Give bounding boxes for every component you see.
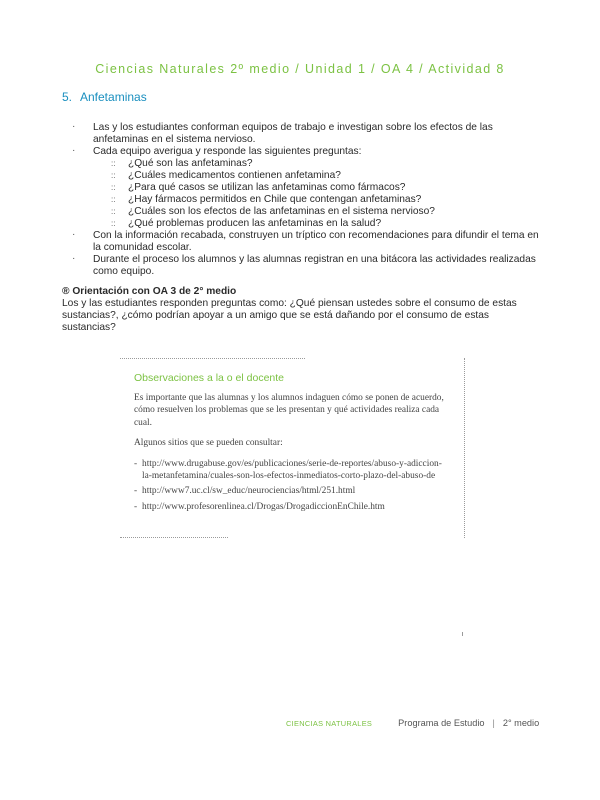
question-item: :: ¿Para qué casos se utilizan las anfetaminas como fármacos? xyxy=(93,182,540,194)
question-item: :: ¿Hay fármacos permitidos en Chile que contengan anfetaminas? xyxy=(93,194,540,206)
steps-list xyxy=(62,122,540,278)
step-item xyxy=(62,254,540,278)
links-list xyxy=(134,458,450,514)
box-bottom-divider xyxy=(120,537,228,538)
box-top-divider xyxy=(120,358,305,359)
step-text: Las y los estudiantes conforman equipos de trabajo e investigan sobre los efectos de las anfetaminas en el sistema nervioso. xyxy=(93,122,493,145)
step-item xyxy=(62,122,540,146)
teacher-notes-paragraph: Es importante que las alumnas y los alumnos indaguen cómo se ponen de acuerdo, cómo resuelven los problemas que se les presentan y qué actividades realiza cada cual. xyxy=(134,393,444,428)
resource-link[interactable]: - http://www.drugabuse.gov/es/publicaciones/serie-de-reportes/abuso-y-adiccion-la-metanfetamina/cuales-son-los-efectos-inmediatos-corto-plazo-del-abuso-de xyxy=(134,458,450,483)
orientation-text: Los y las estudiantes responden preguntas como: ¿Qué piensan ustedes sobre el consumo de estas sustancias?, ¿cómo podrían apoyar a un amigo que se está dañando por el consumo de estas sustancias? xyxy=(62,298,517,333)
page-footer xyxy=(286,718,539,728)
teacher-notes-body xyxy=(134,392,450,516)
section-title: Anfetaminas xyxy=(80,90,147,104)
question-item: :: ¿Cuáles medicamentos contienen anfetamina? xyxy=(93,170,540,182)
resource-link[interactable]: - http://www7.uc.cl/sw_educ/neurociencias/html/251.html xyxy=(134,485,450,497)
page-header-title: Ciencias Naturales 2º medio / Unidad 1 / OA 4 / Actividad 8 xyxy=(95,62,505,76)
section-heading xyxy=(62,90,147,104)
footer-separator: | xyxy=(492,718,495,728)
resource-link[interactable]: - http://www.profesorenlinea.cl/Drogas/DrogadiccionEnChile.htm xyxy=(134,501,450,513)
footer-subject: CIENCIAS NATURALES xyxy=(286,719,373,728)
step-item xyxy=(62,230,540,254)
decorative-mark xyxy=(462,632,463,636)
orientation-title: ® Orientación con OA 3 de 2° medio xyxy=(62,286,237,297)
activity-content xyxy=(62,122,540,334)
step-text: Cada equipo averigua y responde las siguientes preguntas: xyxy=(93,146,362,157)
step-item xyxy=(62,146,540,230)
sites-intro: Algunos sitios que se pueden consultar: xyxy=(134,438,283,449)
teacher-notes-box xyxy=(120,358,465,538)
footer-program: Programa de Estudio xyxy=(398,718,485,728)
question-item: :: ¿Qué son las anfetaminas? xyxy=(93,158,540,170)
section-number: 5. xyxy=(62,90,73,104)
question-item: :: ¿Cuáles son los efectos de las anfetaminas en el sistema nervioso? xyxy=(93,206,540,218)
step-text: Durante el proceso los alumnos y las alumnas registran en una bitácora las actividades realizadas como equipo. xyxy=(93,254,536,277)
footer-grade: 2° medio xyxy=(502,718,540,728)
step-text: Con la información recabada, construyen un tríptico con recomendaciones para difundir el tema en la comunidad escolar. xyxy=(93,230,539,253)
question-item: :: ¿Qué problemas producen las anfetaminas en la salud? xyxy=(93,218,540,230)
teacher-notes-title: Observaciones a la o el docente xyxy=(134,372,285,384)
orientation-block xyxy=(62,286,540,334)
questions-list xyxy=(93,158,540,230)
